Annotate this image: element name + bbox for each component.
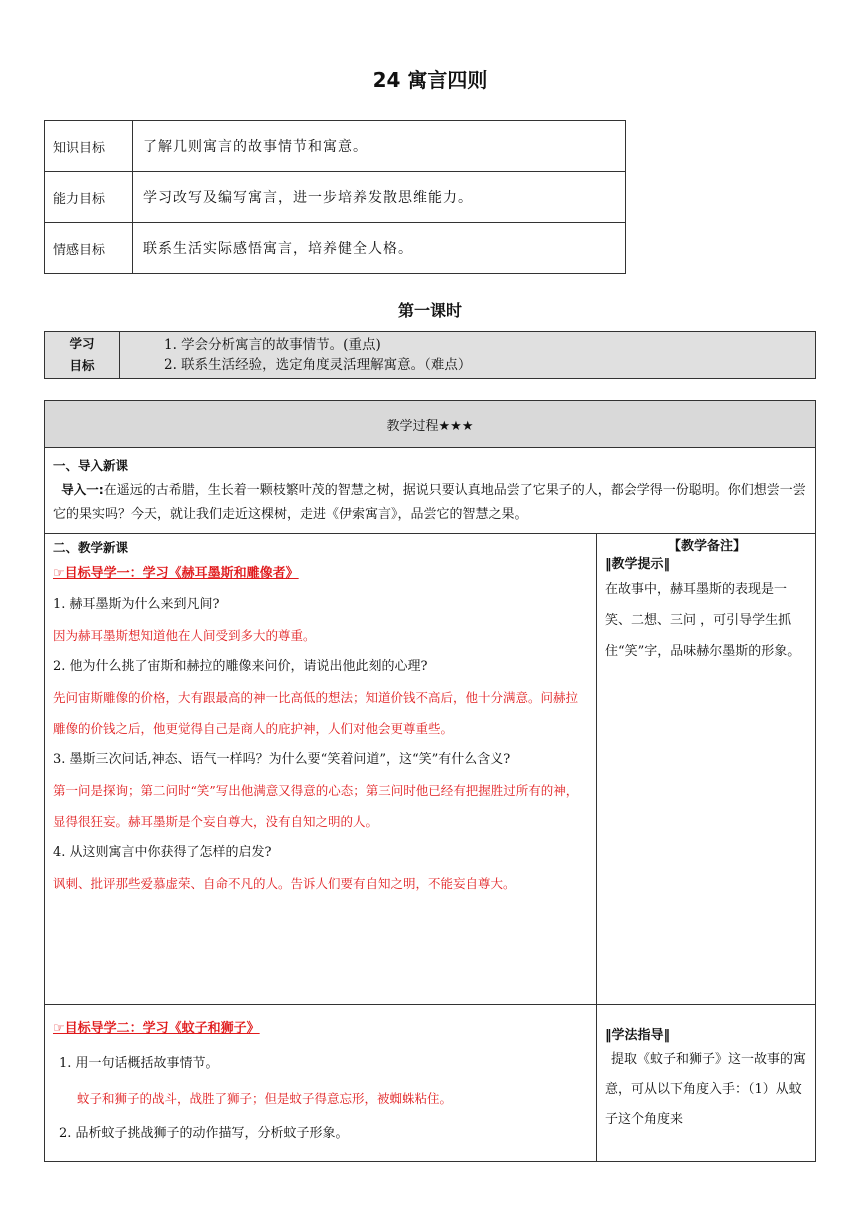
guide-two-title: ☞目标导学二：学习《蚊子和狮子》 (53, 1021, 260, 1036)
question: 1. 赫耳墨斯为什么来到凡间? (53, 597, 220, 612)
study-method-notes (597, 1005, 816, 1162)
teaching-process-table (44, 400, 816, 1162)
page-title: 24 寓言四则 (372, 68, 488, 92)
table-row (45, 401, 816, 448)
table-row (45, 534, 816, 1005)
goals-table (44, 120, 626, 274)
notes-subtitle: ‖教学提示‖ (605, 557, 671, 572)
table-row (45, 121, 626, 172)
answer: 先问宙斯雕像的价格，大有跟最高的神一比高低的想法；知道价钱不高后，他十分满意。问赫拉雕像的价钱之后，他更觉得自己是商人的庇护神，人们对他会更尊重些。 (53, 690, 579, 736)
answer: 第一问是探询；第二问时“笑”写出他满意又得意的心态；第三问时他已经有把握胜过所有的神，显得很狂妄。赫耳墨斯是个妄自尊大，没有自知之明的人。 (53, 783, 579, 829)
goal-label: 情感目标 (45, 223, 133, 274)
new-lesson-title: 二、教学新课 (53, 540, 129, 555)
answer: 蚊子和狮子的战斗，战胜了狮子；但是蚊子得意忘形，被蜘蛛粘住。 (77, 1091, 453, 1106)
goal-value: 学习改写及编写寓言，进一步培养发散思维能力。 (133, 172, 626, 223)
process-header: 教学过程★★★ (45, 401, 816, 448)
notes-text: 在故事中，赫耳墨斯的表现是一笑、二想、三问 ，可引导学生抓住“笑”字，品味赫尔墨斯的形象。 (605, 582, 801, 659)
notes-title: 【教学备注】 (667, 539, 746, 554)
table-row (45, 448, 816, 534)
study-label-line: 学习 (69, 336, 95, 351)
intro-title: 一、导入新课 (53, 458, 129, 473)
goal-label: 知识目标 (45, 121, 133, 172)
study-item: 2. 联系生活经验，选定角度灵活理解寓意。（难点） (164, 357, 472, 373)
answer: 因为赫耳墨斯想知道他在人间受到多大的尊重。 (53, 628, 316, 643)
method-text: 提取《蚊子和狮子》这一故事的寓意，可从以下角度入手：（1）从蚊子这个角度来 (605, 1052, 807, 1127)
study-label (45, 332, 120, 379)
intro-lead: 导入一: (61, 482, 104, 497)
answer: 讽刺、批评那些爱慕虚荣、自命不凡的人。告诉人们要有自知之明，不能妄自尊大。 (53, 876, 516, 891)
guide-one-title: ☞目标导学一：学习《赫耳墨斯和雕像者》 (53, 566, 299, 581)
teaching-notes (597, 534, 816, 1005)
method-title: ‖学法指导‖ (605, 1028, 671, 1043)
study-goals-table (44, 331, 816, 379)
study-label-line: 目标 (69, 358, 95, 373)
question: 4. 从这则寓言中你获得了怎样的启发? (53, 845, 272, 860)
new-lesson-section (45, 534, 597, 1005)
question: 2. 品析蚊子挑战狮子的动作描写，分析蚊子形象。 (59, 1126, 349, 1141)
goal-label: 能力目标 (45, 172, 133, 223)
question: 1. 用一句话概括故事情节。 (59, 1056, 219, 1071)
intro-paragraph (53, 478, 807, 527)
intro-section (45, 448, 816, 534)
table-row (45, 332, 816, 379)
study-items (120, 332, 816, 379)
question: 3. 墨斯三次问话,神态、语气一样吗？为什么要“笑着问道”，这“笑”有什么含义? (53, 752, 511, 767)
guide-two-section (45, 1005, 597, 1162)
lesson-title: 第一课时 (397, 301, 462, 320)
goal-value: 联系生活实际感悟寓言，培养健全人格。 (133, 223, 626, 274)
intro-text: 在遥远的古希腊，生长着一颗枝繁叶茂的智慧之树，据说只要认真地品尝了它果子的人，都会学得一份聪明。你们想尝一尝它的果实吗？今天，就让我们走近这棵树，走进《伊索寓言》，品尝它的智慧之果。 (53, 483, 806, 522)
table-row (45, 1005, 816, 1162)
question: 2. 他为什么挑了宙斯和赫拉的雕像来问价，请说出他此刻的心理? (53, 659, 428, 674)
table-row (45, 223, 626, 274)
table-row (45, 172, 626, 223)
goal-value: 了解几则寓言的故事情节和寓意。 (133, 121, 626, 172)
study-item: 1. 学会分析寓言的故事情节。(重点) (164, 337, 381, 353)
